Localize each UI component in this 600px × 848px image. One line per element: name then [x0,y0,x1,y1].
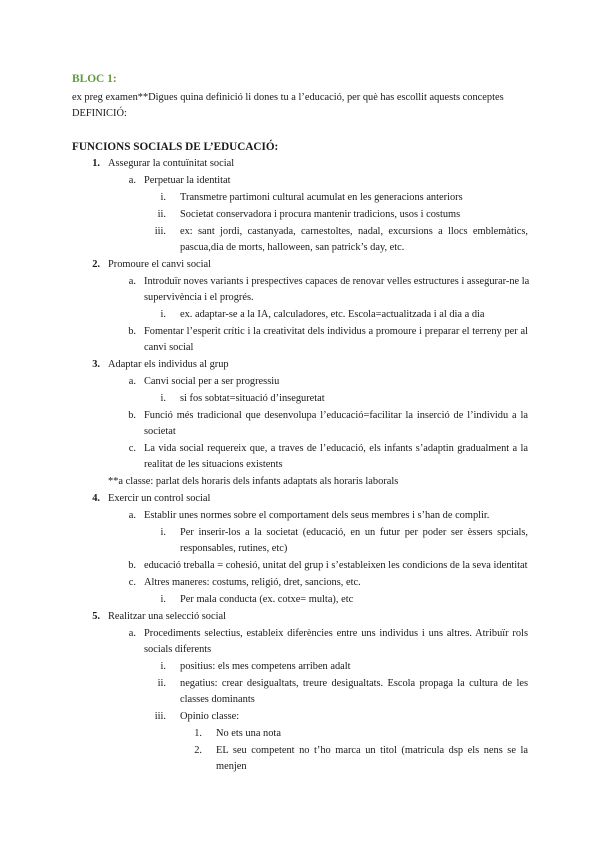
item-5a-ii-text-2: classes dominants [180,694,255,705]
item-4a-text: Establir unes normes sobre el comportament dels seus membres i s’han de complir. [144,510,490,521]
item-1a-label: a. [128,175,136,186]
item-5a-text-1: Procediments selectius, estableix diferències entre uns individus i uns altres. Atribuïr rols [144,628,528,639]
definition-label: DEFINICIÓ: [72,108,127,119]
item-2a-text-1: Introduïr noves variants i prespectives capaces de renovar velles estructures i assegurar-ne la [144,276,530,287]
item-1a-iii-label: iii. [154,226,166,237]
item-4b-label: b. [128,560,136,571]
exam-question: ex preg examen**Digues quina definició li dones tu a l’educació, per què has escollit aquests conceptes [72,92,504,103]
item-5a-ii-label: ii. [157,678,166,689]
item-3b-text-2: societat [144,426,176,437]
item-5a-i-text: positius: els mes competens arriben adalt [180,661,351,672]
item-3c-text-1: La vida social requereix que, a traves de l’educació, els infants s’adaptin gradualment a la [144,443,528,454]
item-3c-label: c. [128,443,136,454]
item-4a-label: a. [128,510,136,521]
item-4c-i-text: Per mala conducta (ex. cotxe= multa), etc [180,594,354,605]
item-4c-text: Altres maneres: costums, religió, dret, sancions, etc. [144,577,361,588]
item-3-title: Adaptar els individus al grup [108,359,229,370]
item-3a-label: a. [128,376,136,387]
item-3a-i-text: si fos sobtat=situació d’inseguretat [180,393,325,404]
item-2a-text-2: supervivència i el progrés. [144,292,254,303]
item-4a-i-label: i. [160,527,166,538]
item-1a-iii-text-1: ex: sant jordi, castanyada, carnestoltes, nadal, excursions a llocs emblemàtics, [180,226,528,237]
item-1a-ii-text: Societat conservadora i procura mantenir tradicions, usos i costums [180,209,461,220]
item-2-title: Promoure el canvi social [108,259,212,270]
item-2b-label: b. [128,326,136,337]
item-1a-iii-text-2: pascua,dia de morts, halloween, san patrick’s day, etc. [180,242,405,253]
opinio-2-text-1: EL seu competent no t’ho marca un titol (matricula dsp els nens se la [216,745,528,756]
bloc-title: BLOC 1: [72,73,117,85]
item-5-title: Realitzar una selecció social [108,611,226,622]
item-5a-iii-text: Opinio classe: [180,711,240,722]
item-2a-label: a. [128,276,136,287]
item-2a-i-label: i. [160,309,166,320]
item-5-number: 5. [92,611,100,622]
item-3-class-note: **a classe: parlat dels horaris dels infants adaptats als horaris laborals [108,476,399,487]
item-2a-i-text: ex. adaptar-se a la IA, calculadores, etc. Escola=actualitzada i al dia a dia [180,309,485,320]
item-5a-text-2: socials diferents [144,644,212,655]
item-5a-label: a. [128,628,136,639]
item-2b-text-2: canvi social [144,342,194,353]
item-3a-text: Canvi social per a ser progressiu [144,376,280,387]
item-5a-i-label: i. [160,661,166,672]
opinio-2-label: 2. [194,745,202,756]
item-4b-text: educació treballa = cohesió, unitat del grup i s’estableixen les condicions de la seva identitat [144,560,528,571]
item-5a-iii-label: iii. [154,711,166,722]
section-heading: FUNCIONS SOCIALS DE L’EDUCACIÓ: [72,141,279,153]
item-3a-i-label: i. [160,393,166,404]
item-1-title: Assegurar la contuïnitat social [108,158,235,169]
item-1a-ii-label: ii. [157,209,166,220]
item-3b-label: b. [128,410,136,421]
item-2-number: 2. [92,259,100,270]
opinio-2-text-2: menjen [216,761,247,772]
opinio-1-label: 1. [194,728,202,739]
item-4-title: Exercir un control social [108,493,211,504]
item-1a-i-text: Transmetre partimoni cultural acumulat en les generacions anteriors [180,192,463,203]
item-4c-label: c. [128,577,136,588]
item-3c-text-2: realitat de les situacions existents [144,459,283,470]
item-3-number: 3. [92,359,100,370]
item-4a-i-text-2: responsables, rutines, etc) [180,543,288,554]
item-4-number: 4. [92,493,100,504]
opinio-1-text: No ets una nota [216,728,281,739]
item-2b-text-1: Fomentar l’esperit crític i la creativitat dels individus a promoure i preparar el terreny per al [144,326,528,337]
item-5a-ii-text-1: negatius: crear desigualtats, treure desigualtats. Escola propaga la cultura de les [180,678,528,689]
item-1a-i-label: i. [160,192,166,203]
item-1-number: 1. [92,158,100,169]
item-3b-text-1: Funció més tradicional que desenvolupa l’educació=facilitar la inserció de l’individu a la [144,410,528,421]
item-4c-i-label: i. [160,594,166,605]
item-1a-text: Perpetuar la identitat [144,175,231,186]
item-4a-i-text-1: Per inserir-los a la societat (educació, en un futur per poder ser èssers spcials, [180,527,528,538]
